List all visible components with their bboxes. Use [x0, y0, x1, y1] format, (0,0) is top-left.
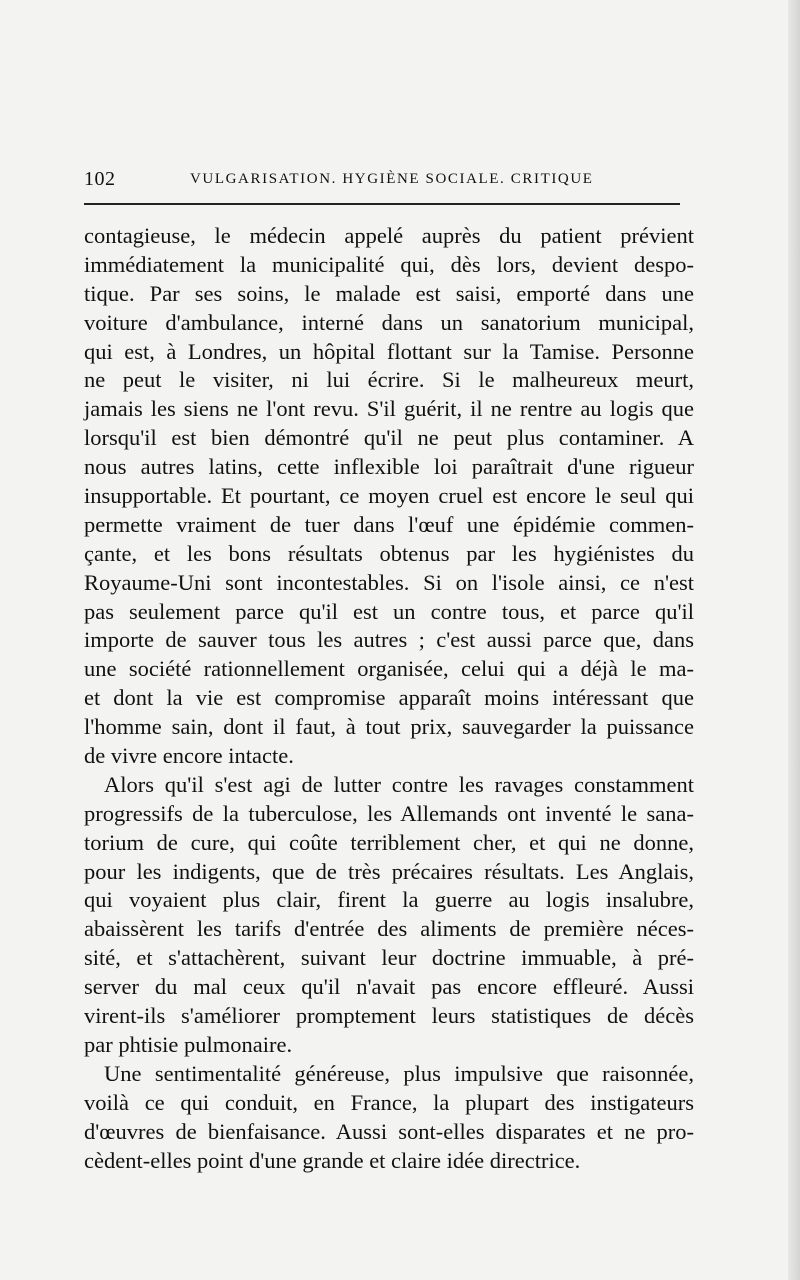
text-line: insupportable. Et pourtant, ce moyen cruel est encore le seul qui [84, 483, 694, 509]
text-line: Une sentimentalité généreuse, plus impulsive que raisonnée, [104, 1060, 694, 1086]
text-line: cèdent-elles point d'une grande et claire idée directrice. [84, 1147, 581, 1173]
text-line: l'homme sain, dont il faut, à tout prix, sauvegarder la puissance [84, 714, 694, 740]
text-line: pas seulement parce qu'il est un contre tous, et parce qu'il [84, 598, 694, 624]
text-line: immédiatement la municipalité qui, dès lors, devient despo- [84, 251, 694, 277]
text-line: et dont la vie est compromise apparaît moins intéressant que [84, 685, 694, 711]
text-line: Alors qu'il s'est agi de lutter contre les ravages constamment [104, 771, 694, 797]
text-line: virent-ils s'améliorer promptement leurs statistiques de décès [84, 1003, 694, 1029]
paragraph [84, 222, 694, 771]
text-line: voiture d'ambulance, interné dans un sanatorium municipal, [84, 309, 694, 335]
text-line: contagieuse, le médecin appelé auprès du patient prévient [84, 223, 694, 248]
text-line: nous autres latins, cette inflexible loi paraîtrait d'une rigueur [84, 454, 694, 480]
text-line: tique. Par ses soins, le malade est saisi, emporté dans une [84, 280, 694, 306]
text-line: sité, et s'attachèrent, suivant leur doctrine immuable, à pré- [84, 945, 694, 971]
paragraph [84, 771, 694, 1060]
text-line: qui voyaient plus clair, firent la guerre au logis insalubre, [84, 887, 694, 913]
text-line: importe de sauver tous les autres ; c'est aussi parce que, dans [84, 627, 694, 653]
running-head: VULGARISATION. HYGIÈNE SOCIALE. CRITIQUE [190, 171, 594, 187]
page-number: 102 [84, 168, 116, 190]
text-line: jamais les siens ne l'ont revu. S'il guérit, il ne rentre au logis que [84, 396, 694, 422]
text-line: d'œuvres de bienfaisance. Aussi sont-elles disparates et ne pro- [84, 1118, 694, 1144]
text-line: qui est, à Londres, un hôpital flottant sur la Tamise. Personne [84, 338, 694, 364]
header-rule [84, 203, 680, 205]
text-line: Royaume-Uni sont incontestables. Si on l'isole ainsi, ce n'est [84, 569, 694, 595]
text-line: progressifs de la tuberculose, les Allemands ont inventé le sana- [84, 800, 694, 826]
page-edge [788, 0, 800, 1280]
text-line: abaissèrent les tarifs d'entrée des aliments de première néces- [84, 916, 694, 942]
text-line: une société rationnellement organisée, celui qui a déjà le ma- [84, 656, 694, 682]
text-line: voilà ce qui conduit, en France, la plupart des instigateurs [84, 1089, 694, 1115]
text-line: torium de cure, qui coûte terriblement cher, et qui ne donne, [84, 829, 694, 855]
text-line: server du mal ceux qu'il n'avait pas encore effleuré. Aussi [84, 974, 694, 1000]
text-line: par phtisie pulmonaire. [84, 1031, 293, 1057]
text-line: ne peut le visiter, ni lui écrire. Si le malheureux meurt, [84, 367, 694, 393]
text-line: çante, et les bons résultats obtenus par les hygiénistes du [84, 540, 694, 566]
text-line: de vivre encore intacte. [84, 743, 294, 769]
text-line: permette vraiment de tuer dans l'œuf une épidémie commen- [84, 511, 694, 537]
text-line: pour les indigents, que de très précaires résultats. Les Anglais, [84, 858, 694, 884]
text-line: lorsqu'il est bien démontré qu'il ne peut plus contaminer. A [84, 425, 694, 451]
page-header [84, 168, 684, 192]
body-text [84, 222, 694, 1175]
paragraph [84, 1060, 694, 1176]
